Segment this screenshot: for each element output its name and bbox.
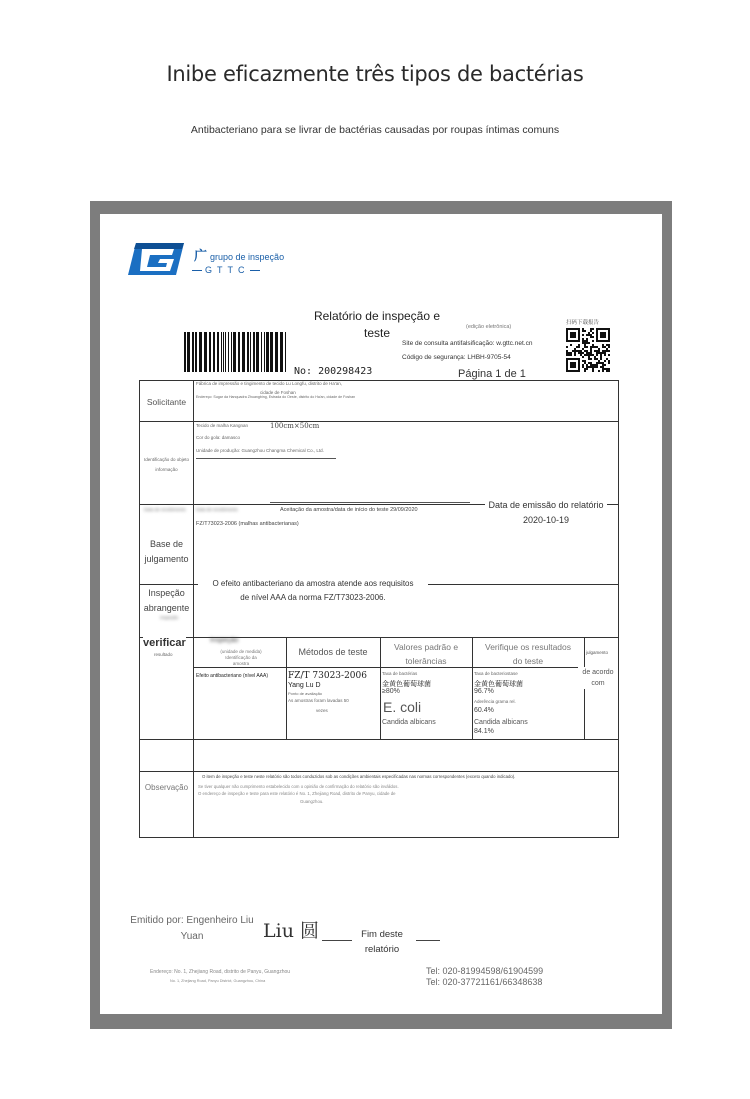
applicant-line2: cidade de Foshan	[260, 390, 296, 395]
sample-item2: Cor do gola: damasco	[196, 435, 241, 440]
col-judge: julgamento	[586, 650, 609, 655]
brand-group-text: grupo de inspeção	[210, 252, 285, 262]
issue-block	[485, 498, 607, 528]
res-7: 84.1%	[474, 728, 494, 735]
row-method-5: vezes	[316, 708, 328, 713]
res-3: 96.7%	[474, 688, 494, 695]
report-security-code: Código de segurança: LHBH-9705-54	[402, 354, 511, 361]
applicant-note: Endereço: Sugar da Hanquadra Zhuangbing, Estrada do Oeste, distrito do Ha'an, cidade de Foshan	[196, 395, 356, 399]
col-method: Métodos de teste	[298, 647, 368, 657]
std-2: 金黄色葡萄球菌	[382, 680, 431, 688]
scope-text-1: O efeito antibacteriano da amostra atende aos requisitos	[212, 579, 414, 588]
report-number: No: 200298423	[294, 366, 373, 377]
note-3: O endereço de inspeção e teste para este relatório é No. 1, Zhejiang Road, distrito de Panyu, cidade de	[198, 791, 396, 796]
report-edition: (edição eletrônica)	[466, 324, 512, 330]
sample-item1: Tecido de malha Kangnan	[196, 423, 249, 428]
note-1: O item de inspeção e teste neste relatório são todos conduzidos sob as condições ambientais especificadas nas normas correspondentes (exceto quando indicado).	[202, 774, 516, 779]
scope-label-1: Inspeção	[148, 588, 185, 598]
signature	[263, 916, 319, 943]
note-4: Guangzhou.	[300, 799, 324, 804]
judge-1: de acordo	[582, 669, 614, 676]
brand-short: GTTC	[192, 265, 260, 275]
row-method-2: Yang Lu D	[288, 682, 321, 689]
standard-text: FZ/T73023-2006 (malhas antibacterianas)	[196, 521, 299, 527]
qr-code-icon	[566, 328, 610, 372]
sample-label	[140, 455, 193, 475]
judge-2: com	[591, 680, 605, 687]
applicant-line1: Fábrica de impressão e tingimento de tecido Lu Longfu, distrito de Ha'an,	[196, 381, 342, 386]
report-site: Site de consulta antifalsificação: w.gttc.net.cn	[402, 340, 533, 347]
col-standard-1: Valores padrão e	[393, 642, 459, 652]
report-title-line2: teste	[363, 326, 390, 340]
signature-yuan: 圆	[299, 920, 319, 942]
col-item-sub2: Identificação da	[225, 655, 257, 660]
scope-small-blurred: Inspeção	[160, 615, 179, 620]
report-title-line1: Relatório de inspeção e	[313, 309, 441, 323]
sample-item3: Unidade de produção: Guangzhou Changma Chemical Co., Ltd.	[196, 448, 336, 459]
end-line1: Fim deste	[361, 929, 403, 940]
col-result-2: do teste	[512, 656, 544, 666]
gttc-logo-icon	[128, 241, 184, 277]
report-page: Página 1 de 1	[458, 368, 526, 380]
note-2: Se tiver qualquer não cumprimento estabelecido com o opinião de confirmação do relatório são inválidos.	[198, 784, 399, 789]
res-2: 金黄色葡萄球菌	[474, 680, 523, 688]
qr-caption: 扫码下载报告	[566, 320, 600, 326]
std-1: Taxa de bactérias	[382, 671, 418, 676]
std-3: ≥80%	[382, 688, 400, 695]
accept-text: Aceitação da amostra/data de início do teste 29/09/2020	[280, 507, 418, 513]
sample-label-1: Identificação do objeto	[143, 457, 190, 462]
report-table	[139, 380, 619, 838]
sample-size: 100cm×50cm	[270, 422, 320, 430]
col-item-sub3: amostra	[232, 661, 250, 666]
res-4: Aderência grama rel.	[474, 699, 516, 704]
scope-text	[198, 577, 428, 605]
col-standard	[380, 640, 472, 668]
basis-label-1: Base de	[149, 539, 184, 549]
barcode-icon	[182, 332, 290, 372]
footer-address	[150, 968, 290, 986]
col-item-sub	[196, 649, 286, 667]
page-subheadline: Antibacteriano para se livrar de bactérias causadas por roupas íntimas comuns	[190, 124, 560, 136]
sample-label-2: informação	[155, 467, 178, 472]
row-method-4: As amostras foram lavadas 50	[288, 698, 349, 703]
report-title	[310, 308, 444, 342]
std-4: E. coli	[383, 699, 422, 715]
basis-label-2: julgamento	[144, 554, 189, 564]
end-of-report	[358, 927, 406, 957]
accept-label-blurred: Data de recebimento	[144, 507, 186, 512]
result-small-label: resultado	[154, 652, 173, 657]
res-5: 60.4%	[474, 707, 494, 714]
col-result-1: Verifique os resultados	[485, 642, 571, 652]
accept-value-blurred: Data de recebimento	[196, 507, 238, 512]
issued-by: Emitido por: Engenheiro Liu Yuan	[130, 915, 254, 942]
issue-label: Data de emissão do relatório	[488, 500, 604, 510]
col-standard-2: tolerâncias	[405, 656, 447, 666]
std-5: Candida albicans	[382, 719, 436, 726]
addr-1: Endereço: No. 1, Zhejiang Road, distrito de Panyu, Guangzhou	[150, 969, 291, 975]
signature-liu: Liu	[263, 920, 294, 942]
end-line2: relatório	[364, 944, 400, 955]
judge-result	[578, 667, 618, 689]
scope-text-2: de nível AAA da norma FZ/T73023-2006.	[240, 593, 386, 602]
col-item-blurred: Inspeção	[210, 637, 239, 644]
page-headline: Inibe eficazmente três tipos de bactérias	[166, 62, 584, 86]
col-item-sub1: (unidade de medida)	[220, 649, 262, 654]
scope-label	[140, 586, 193, 616]
basis-label	[140, 537, 193, 567]
res-1: Taxa de bacteriostase	[474, 671, 518, 676]
notes-label: Observação	[144, 783, 189, 792]
tel-1: Tel: 020-81994598/61904599	[426, 966, 544, 976]
issue-date: 2020-10-19	[522, 515, 570, 525]
verify-label: verificar	[143, 637, 186, 649]
scope-label-2: abrangente	[143, 603, 190, 613]
addr-2: No. 1, Zhejiang Road, Panyu District, Guangzhou, China	[170, 979, 266, 983]
footer-tel	[426, 966, 543, 988]
signature-line-right	[416, 940, 440, 941]
tel-2: Tel: 020-37721161/66348638	[426, 977, 543, 987]
row-item: Efeito antibacteriano (nível AAA)	[196, 673, 268, 679]
col-result	[472, 640, 584, 668]
row-method-3: Ponto de avaliação	[288, 691, 323, 696]
applicant-label: Solicitante	[146, 397, 187, 407]
res-6: Candida albicans	[474, 719, 528, 726]
row-method-1: FZ/T 73023-2006	[288, 671, 367, 681]
signature-line-left	[322, 940, 352, 941]
brand-group: 广 grupo de inspeção	[194, 248, 285, 263]
